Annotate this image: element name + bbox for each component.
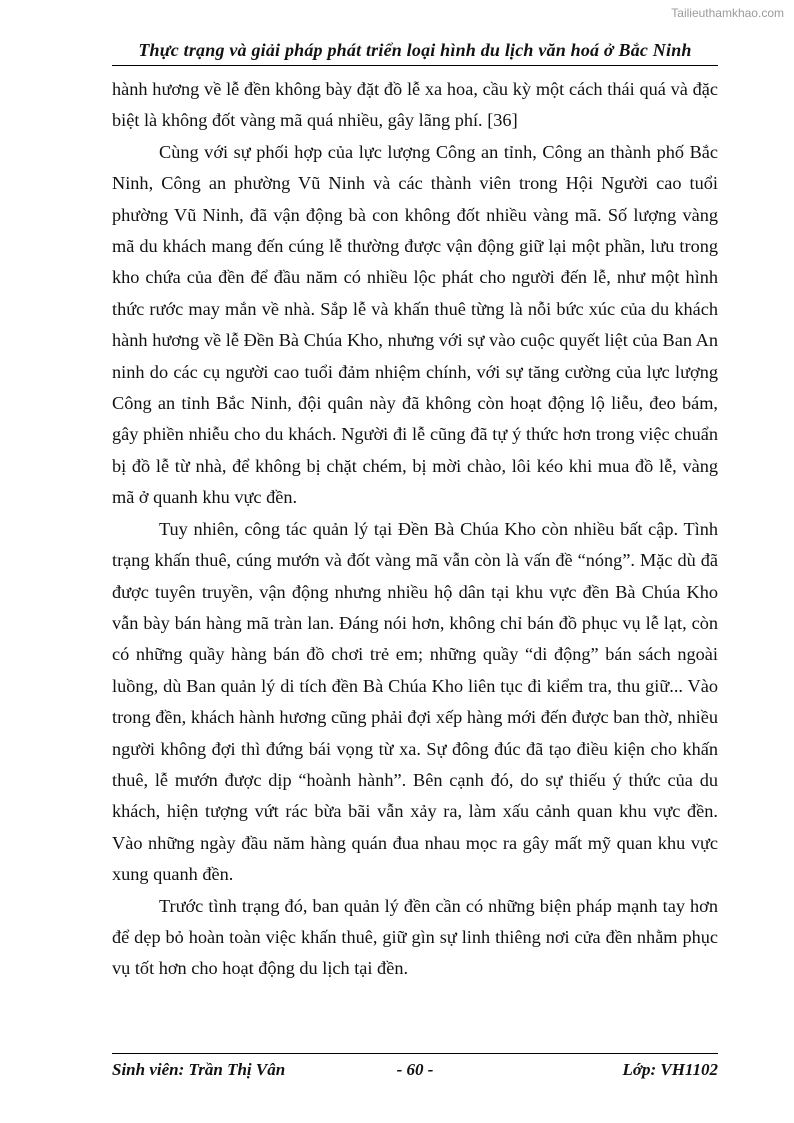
paragraph: Cùng với sự phối hợp của lực lượng Công an tỉnh, Công an thành phố Bắc Ninh, Công an phường Vũ Ninh và các thành viên trong Hội Người cao tuổi phường Vũ Ninh, đã vận động bà con không đốt nhiều vàng mã. Số lượng vàng mã du khách mang đến cúng lễ thường được vận động giữ lại một phần, lưu trong kho chứa của đền để đầu năm có nhiều lộc phát cho người đến lễ, như một hình thức rước may mắn về nhà. Sắp lễ và khấn thuê từng là nỗi bức xúc của du khách hành hương về lễ Đền Bà Chúa Kho, nhưng với sự vào cuộc quyết liệt của Ban An ninh do các cụ người cao tuổi đảm nhiệm chính, với sự tăng cường của lực lượng Công an tỉnh Bắc Ninh, đội quân này đã không còn hoạt động lộ liễu, đeo bám, gây phiền nhiễu cho du khách. Người đi lễ cũng đã tự ý thức hơn trong việc chuẩn bị đồ lễ từ nhà, để không bị chặt chém, bị mời chào, lôi kéo khi mua đồ lễ, vàng mã ở quanh khu vực đền. xyxy=(112,141,718,508)
footer-student-name: Sinh viên: Trần Thị Vân xyxy=(112,1060,286,1079)
page-number: - 60 - xyxy=(396,1060,434,1079)
page-footer xyxy=(112,1060,718,1084)
running-header-title: Thực trạng và giải pháp phát triển loại hình du lịch văn hoá ở Bắc Ninh xyxy=(138,40,692,60)
body-text xyxy=(112,74,718,985)
footer-class: Lớp: VH1102 xyxy=(622,1060,718,1079)
watermark: Tailieuthamkhao.com xyxy=(671,6,784,20)
paragraph-continued: hành hương về lễ đền không bày đặt đồ lễ xa hoa, cầu kỳ một cách thái quá và đặc biệt là không đốt vàng mã quá nhiều, gây lãng phí. [36] xyxy=(112,79,718,131)
footer-rule xyxy=(112,1053,718,1054)
paragraph: Tuy nhiên, công tác quản lý tại Đền Bà Chúa Kho còn nhiều bất cập. Tình trạng khấn thuê, cúng mướn và đốt vàng mã vẫn còn là vấn đề “nóng”. Mặc dù đã được tuyên truyền, vận động nhưng nhiều hộ dân tại khu vực đền Bà Chúa Kho vẫn bày bán hàng mã tràn lan. Đáng nói hơn, không chỉ bán đồ phục vụ lễ lạt, còn có những quầy hàng bán đồ chơi trẻ em; những quầy “di động” bán sách ngoài luồng, dù Ban quản lý di tích đền Bà Chúa Kho liên tục đi kiểm tra, thu giữ... Vào trong đền, khách hành hương cũng phải đợi xếp hàng mới đến được ban thờ, nhiều người không đợi thì đứng bái vọng từ xa. Sự đông đúc đã tạo điều kiện cho khấn thuê, lễ mướn được dịp “hoành hành”. Bên cạnh đó, do sự thiếu ý thức của du khách, hiện tượng vứt rác bừa bãi vẫn xảy ra, làm xấu cảnh quan khu vực đền. Vào những ngày đầu năm hàng quán đua nhau mọc ra gây mất mỹ quan khu vực xung quanh đền. xyxy=(112,518,718,885)
header-rule xyxy=(112,65,718,66)
paragraph: Trước tình trạng đó, ban quản lý đền cần có những biện pháp mạnh tay hơn để dẹp bỏ hoàn toàn việc khấn thuê, giữ gìn sự linh thiêng nơi cửa đền nhằm phục vụ tốt hơn cho hoạt động du lịch tại đền. xyxy=(112,895,718,979)
